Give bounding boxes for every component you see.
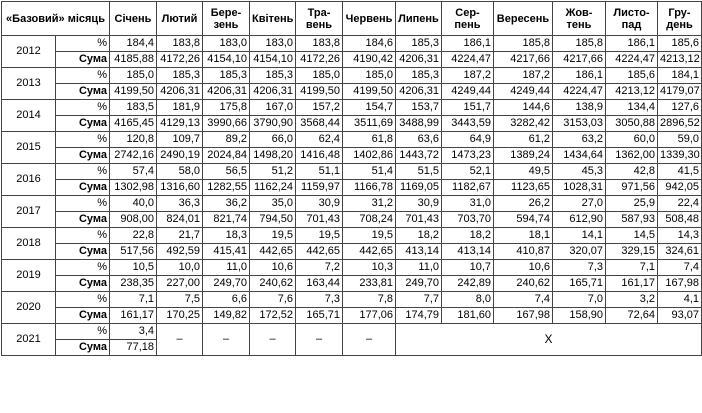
percent-value: 51,1	[296, 164, 343, 180]
percent-value: 26,2	[494, 196, 553, 212]
percent-value: 31,0	[442, 196, 494, 212]
sum-label: Сума	[56, 180, 110, 196]
percent-value: 185,3	[157, 68, 203, 84]
sum-value: 165,71	[553, 276, 606, 292]
percent-value: 14,3	[658, 228, 702, 244]
sum-value: 249,70	[396, 276, 442, 292]
sum-value: 172,52	[250, 308, 296, 324]
sum-value: 2742,16	[110, 148, 157, 164]
sum-value: 165,71	[296, 308, 343, 324]
sum-label: Сума	[56, 340, 110, 356]
sum-value: 4224,47	[606, 52, 658, 68]
percent-value: 25,9	[606, 196, 658, 212]
percent-value: 184,1	[658, 68, 702, 84]
sum-value: 163,44	[296, 276, 343, 292]
percent-value: 4,1	[658, 292, 702, 308]
month-header: Червень	[343, 2, 396, 36]
sum-value: 1389,24	[494, 148, 553, 164]
sum-value: 4199,50	[343, 84, 396, 100]
sum-value: 1434,64	[553, 148, 606, 164]
sum-value: 4217,66	[553, 52, 606, 68]
percent-value: 7,3	[296, 292, 343, 308]
percent-value: 64,9	[442, 132, 494, 148]
sum-label: Сума	[56, 52, 110, 68]
sum-value: 1169,05	[396, 180, 442, 196]
percent-value: 8,0	[442, 292, 494, 308]
table-row	[2, 132, 702, 148]
table-row	[2, 36, 702, 52]
sum-value: 3282,42	[494, 116, 553, 132]
percent-value: 40,0	[110, 196, 157, 212]
dash-cell: –	[343, 324, 396, 356]
percent-value: 185,3	[396, 68, 442, 84]
year-cell: 2012	[2, 36, 56, 68]
sum-label: Сума	[56, 148, 110, 164]
sum-value: 3443,59	[442, 116, 494, 132]
sum-value: 703,70	[442, 212, 494, 228]
percent-value: 109,7	[157, 132, 203, 148]
percent-value: 42,8	[606, 164, 658, 180]
month-header: Листо-пад	[606, 2, 658, 36]
percent-value: 186,1	[606, 36, 658, 52]
month-header: Сер-пень	[442, 2, 494, 36]
percent-label: %	[56, 196, 110, 212]
percent-value: 14,1	[553, 228, 606, 244]
percent-value: 186,1	[442, 36, 494, 52]
sum-value: 4154,10	[250, 52, 296, 68]
percent-value: 183,8	[296, 36, 343, 52]
month-header: Січень	[110, 2, 157, 36]
percent-value: 18,1	[494, 228, 553, 244]
table-row	[2, 100, 702, 116]
percent-value: 10,7	[442, 260, 494, 276]
sum-value: 442,65	[296, 244, 343, 260]
percent-value: 187,2	[494, 68, 553, 84]
percent-value: 167,0	[250, 100, 296, 116]
dash-cell: –	[250, 324, 296, 356]
sum-value: 3153,03	[553, 116, 606, 132]
sum-value: 320,07	[553, 244, 606, 260]
table-row	[2, 276, 702, 292]
sum-value: 4206,31	[396, 52, 442, 68]
sum-value: 587,93	[606, 212, 658, 228]
sum-value: 4206,31	[203, 84, 250, 100]
percent-value: 185,6	[658, 36, 702, 52]
percent-value: 7,5	[157, 292, 203, 308]
percent-value: 35,0	[250, 196, 296, 212]
month-header: Жов-тень	[553, 2, 606, 36]
percent-value: 127,6	[658, 100, 702, 116]
dash-cell: –	[296, 324, 343, 356]
percent-value: 7,3	[553, 260, 606, 276]
sum-value: 508,48	[658, 212, 702, 228]
sum-value: 161,17	[110, 308, 157, 324]
table-row	[2, 196, 702, 212]
percent-value: 7,1	[110, 292, 157, 308]
percent-value: 3,4	[110, 324, 157, 340]
sum-value: 942,05	[658, 180, 702, 196]
sum-value: 824,01	[157, 212, 203, 228]
percent-value: 120,8	[110, 132, 157, 148]
percent-value: 185,6	[606, 68, 658, 84]
year-cell: 2015	[2, 132, 56, 164]
sum-value: 1159,97	[296, 180, 343, 196]
percent-value: 89,2	[203, 132, 250, 148]
sum-value: 2490,19	[157, 148, 203, 164]
sum-value: 227,00	[157, 276, 203, 292]
table-row	[2, 68, 702, 84]
table-row	[2, 180, 702, 196]
percent-value: 183,0	[250, 36, 296, 52]
percent-value: 187,2	[442, 68, 494, 84]
percent-value: 183,5	[110, 100, 157, 116]
percent-value: 36,2	[203, 196, 250, 212]
percent-value: 186,1	[553, 68, 606, 84]
sum-value: 242,89	[442, 276, 494, 292]
percent-value: 27,0	[553, 196, 606, 212]
percent-value: 31,2	[343, 196, 396, 212]
sum-value: 1028,31	[553, 180, 606, 196]
sum-value: 167,98	[658, 276, 702, 292]
percent-value: 154,7	[343, 100, 396, 116]
table-row	[2, 324, 702, 340]
sum-value: 249,70	[203, 276, 250, 292]
percent-value: 51,2	[250, 164, 296, 180]
percent-value: 7,1	[606, 260, 658, 276]
percent-value: 6,6	[203, 292, 250, 308]
year-cell: 2019	[2, 260, 56, 292]
percent-value: 10,3	[343, 260, 396, 276]
percent-value: 11,0	[203, 260, 250, 276]
sum-value: 4185,88	[110, 52, 157, 68]
sum-value: 1316,60	[157, 180, 203, 196]
table-row	[2, 84, 702, 100]
table-row	[2, 308, 702, 324]
sum-value: 181,60	[442, 308, 494, 324]
percent-value: 185,3	[250, 68, 296, 84]
sum-value: 93,07	[658, 308, 702, 324]
sum-value: 701,43	[296, 212, 343, 228]
percent-value: 10,5	[110, 260, 157, 276]
table-row	[2, 52, 702, 68]
percent-value: 18,2	[396, 228, 442, 244]
percent-value: 10,0	[157, 260, 203, 276]
percent-value: 10,6	[494, 260, 553, 276]
sum-value: 517,56	[110, 244, 157, 260]
percent-value: 49,5	[494, 164, 553, 180]
percent-value: 57,4	[110, 164, 157, 180]
sum-value: 4199,50	[110, 84, 157, 100]
sum-value: 4217,66	[494, 52, 553, 68]
sum-value: 410,87	[494, 244, 553, 260]
sum-value: 4129,13	[157, 116, 203, 132]
percent-value: 11,0	[396, 260, 442, 276]
month-header: Липень	[396, 2, 442, 36]
percent-value: 185,8	[494, 36, 553, 52]
percent-value: 45,3	[553, 164, 606, 180]
percent-value: 36,3	[157, 196, 203, 212]
month-header: Тра-вень	[296, 2, 343, 36]
sum-label: Сума	[56, 116, 110, 132]
percent-label: %	[56, 292, 110, 308]
sum-value: 240,62	[494, 276, 553, 292]
sum-value: 240,62	[250, 276, 296, 292]
percent-value: 7,6	[250, 292, 296, 308]
percent-value: 22,4	[658, 196, 702, 212]
sum-label: Сума	[56, 244, 110, 260]
percent-value: 185,0	[110, 68, 157, 84]
sum-value: 701,43	[396, 212, 442, 228]
sum-value: 149,82	[203, 308, 250, 324]
table-row	[2, 164, 702, 180]
percent-value: 63,2	[553, 132, 606, 148]
sum-label: Сума	[56, 276, 110, 292]
sum-value: 4249,44	[442, 84, 494, 100]
percent-value: 181,9	[157, 100, 203, 116]
sum-value: 4249,44	[494, 84, 553, 100]
sum-value: 4154,10	[203, 52, 250, 68]
percent-value: 184,4	[110, 36, 157, 52]
percent-value: 59,0	[658, 132, 702, 148]
sum-label: Сума	[56, 308, 110, 324]
percent-value: 185,0	[296, 68, 343, 84]
sum-value: 594,74	[494, 212, 553, 228]
sum-value: 2896,52	[658, 116, 702, 132]
percent-label: %	[56, 260, 110, 276]
sum-value: 3050,88	[606, 116, 658, 132]
sum-value: 4206,31	[396, 84, 442, 100]
sum-value: 1416,48	[296, 148, 343, 164]
sum-value: 77,18	[110, 340, 157, 356]
percent-value: 7,2	[296, 260, 343, 276]
sum-value: 492,59	[157, 244, 203, 260]
percent-value: 144,6	[494, 100, 553, 116]
table-row	[2, 212, 702, 228]
percent-value: 61,2	[494, 132, 553, 148]
sum-value: 413,14	[396, 244, 442, 260]
percent-value: 7,7	[396, 292, 442, 308]
percent-value: 18,3	[203, 228, 250, 244]
month-header: Квітень	[250, 2, 296, 36]
sum-value: 4165,45	[110, 116, 157, 132]
dash-cell: –	[203, 324, 250, 356]
sum-value: 413,14	[442, 244, 494, 260]
sum-label: Сума	[56, 212, 110, 228]
percent-value: 151,7	[442, 100, 494, 116]
percent-value: 14,5	[606, 228, 658, 244]
percent-label: %	[56, 324, 110, 340]
percent-value: 7,0	[553, 292, 606, 308]
percent-value: 56,5	[203, 164, 250, 180]
sum-value: 1498,20	[250, 148, 296, 164]
percent-value: 175,8	[203, 100, 250, 116]
sum-value: 324,61	[658, 244, 702, 260]
percent-value: 183,0	[203, 36, 250, 52]
table-row	[2, 244, 702, 260]
percent-value: 185,8	[553, 36, 606, 52]
year-cell: 2021	[2, 324, 56, 356]
index-table	[1, 1, 702, 356]
sum-value: 4224,47	[553, 84, 606, 100]
percent-value: 153,7	[396, 100, 442, 116]
sum-value: 3511,69	[343, 116, 396, 132]
sum-value: 329,15	[606, 244, 658, 260]
percent-label: %	[56, 164, 110, 180]
percent-value: 157,2	[296, 100, 343, 116]
sum-value: 3790,90	[250, 116, 296, 132]
sum-value: 170,25	[157, 308, 203, 324]
percent-label: %	[56, 68, 110, 84]
sum-value: 971,56	[606, 180, 658, 196]
sum-value: 3568,44	[296, 116, 343, 132]
percent-value: 30,9	[396, 196, 442, 212]
sum-value: 3990,66	[203, 116, 250, 132]
sum-value: 794,50	[250, 212, 296, 228]
sum-value: 1402,86	[343, 148, 396, 164]
percent-value: 138,9	[553, 100, 606, 116]
year-cell: 2013	[2, 68, 56, 100]
month-header: Берe-зень	[203, 2, 250, 36]
percent-value: 52,1	[442, 164, 494, 180]
table-body	[2, 36, 702, 356]
sum-value: 612,90	[553, 212, 606, 228]
percent-value: 10,6	[250, 260, 296, 276]
sum-label: Сума	[56, 84, 110, 100]
percent-value: 58,0	[157, 164, 203, 180]
sum-value: 4172,26	[157, 52, 203, 68]
percent-label: %	[56, 36, 110, 52]
percent-value: 51,5	[396, 164, 442, 180]
percent-value: 63,6	[396, 132, 442, 148]
sum-value: 821,74	[203, 212, 250, 228]
sum-value: 442,65	[343, 244, 396, 260]
percent-value: 185,3	[396, 36, 442, 52]
year-cell: 2020	[2, 292, 56, 324]
percent-value: 183,8	[157, 36, 203, 52]
sum-value: 238,35	[110, 276, 157, 292]
percent-value: 61,8	[343, 132, 396, 148]
sum-value: 167,98	[494, 308, 553, 324]
sum-value: 1182,67	[442, 180, 494, 196]
month-header: Вересень	[494, 2, 553, 36]
year-cell: 2014	[2, 100, 56, 132]
percent-value: 30,9	[296, 196, 343, 212]
percent-value: 134,4	[606, 100, 658, 116]
percent-label: %	[56, 100, 110, 116]
year-cell: 2016	[2, 164, 56, 196]
sum-value: 4224,47	[442, 52, 494, 68]
sum-value: 4199,50	[296, 84, 343, 100]
percent-value: 66,0	[250, 132, 296, 148]
sum-value: 4190,42	[343, 52, 396, 68]
sum-value: 1443,72	[396, 148, 442, 164]
percent-value: 19,5	[343, 228, 396, 244]
sum-value: 1282,55	[203, 180, 250, 196]
table-row	[2, 148, 702, 164]
sum-value: 72,64	[606, 308, 658, 324]
year-cell: 2017	[2, 196, 56, 228]
sum-value: 1362,00	[606, 148, 658, 164]
sum-value: 708,24	[343, 212, 396, 228]
percent-value: 62,4	[296, 132, 343, 148]
sum-value: 1339,30	[658, 148, 702, 164]
table-row	[2, 260, 702, 276]
sum-value: 4213,12	[606, 84, 658, 100]
corner-header: «Базовий» місяць	[2, 2, 110, 36]
table-row	[2, 228, 702, 244]
percent-label: %	[56, 132, 110, 148]
sum-value: 177,06	[343, 308, 396, 324]
sum-value: 4172,26	[296, 52, 343, 68]
year-cell: 2018	[2, 228, 56, 260]
percent-value: 41,5	[658, 164, 702, 180]
header-row	[2, 2, 702, 36]
sum-value: 1302,98	[110, 180, 157, 196]
percent-value: 185,0	[343, 68, 396, 84]
sum-value: 4213,12	[658, 52, 702, 68]
percent-label: %	[56, 228, 110, 244]
month-header: Лютий	[157, 2, 203, 36]
percent-value: 3,2	[606, 292, 658, 308]
percent-value: 185,3	[203, 68, 250, 84]
percent-value: 7,4	[658, 260, 702, 276]
percent-value: 22,8	[110, 228, 157, 244]
sum-value: 1123,65	[494, 180, 553, 196]
sum-value: 4206,31	[250, 84, 296, 100]
month-header: Гру-день	[658, 2, 702, 36]
sum-value: 415,41	[203, 244, 250, 260]
sum-value: 158,90	[553, 308, 606, 324]
percent-value: 60,0	[606, 132, 658, 148]
percent-value: 18,2	[442, 228, 494, 244]
sum-value: 1473,23	[442, 148, 494, 164]
sum-value: 3488,99	[396, 116, 442, 132]
sum-value: 442,65	[250, 244, 296, 260]
sum-value: 908,00	[110, 212, 157, 228]
not-applicable-cell: Х	[396, 324, 702, 356]
table-row	[2, 292, 702, 308]
dash-cell: –	[157, 324, 203, 356]
sum-value: 4179,07	[658, 84, 702, 100]
sum-value: 161,17	[606, 276, 658, 292]
table-row	[2, 116, 702, 132]
percent-value: 184,6	[343, 36, 396, 52]
sum-value: 174,79	[396, 308, 442, 324]
sum-value: 2024,84	[203, 148, 250, 164]
sum-value: 1166,78	[343, 180, 396, 196]
percent-value: 7,8	[343, 292, 396, 308]
sum-value: 1162,24	[250, 180, 296, 196]
percent-value: 19,5	[296, 228, 343, 244]
sum-value: 4206,31	[157, 84, 203, 100]
sum-value: 233,81	[343, 276, 396, 292]
percent-value: 19,5	[250, 228, 296, 244]
percent-value: 21,7	[157, 228, 203, 244]
percent-value: 51,4	[343, 164, 396, 180]
percent-value: 7,4	[494, 292, 553, 308]
